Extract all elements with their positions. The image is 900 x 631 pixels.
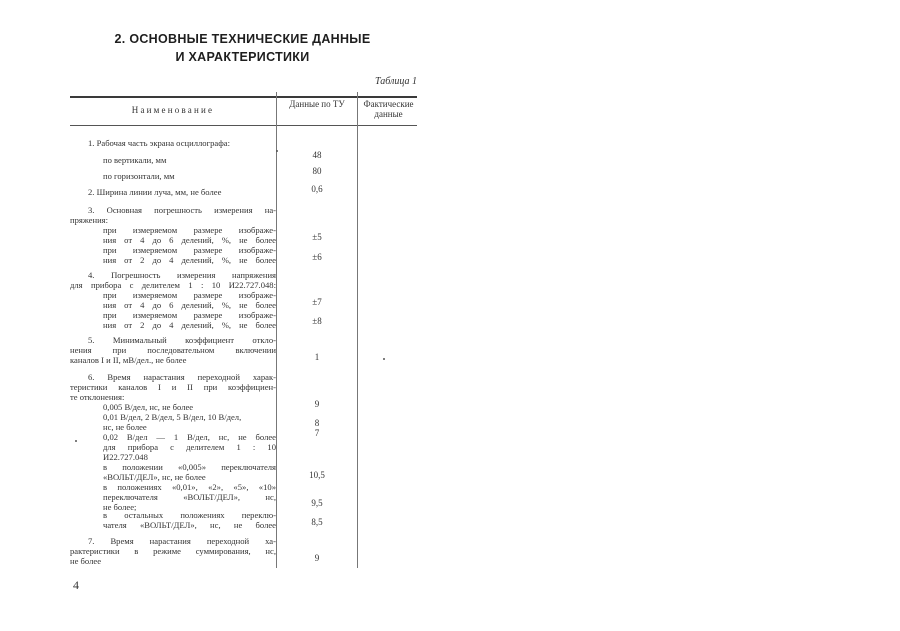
row-4-b-line-1: при измеряемом размере изображе- (103, 310, 276, 320)
column-header-tu: Данные по ТУ (289, 99, 345, 109)
row-1-horizontal-value: 80 (312, 166, 322, 176)
row-7-value: 9 (314, 553, 320, 563)
row-6-s5-line-2: «ВОЛЬТ/ДЕЛ», нс, не более (103, 472, 206, 482)
row-6-s1-value: 9 (314, 399, 320, 409)
print-speck (276, 150, 278, 152)
row-6-s7-line-2: чателя «ВОЛЬТ/ДЕЛ», нс, не более (103, 520, 276, 530)
row-7-line-2: рактеристики в режиме суммирования, нс, (70, 546, 276, 556)
row-1-horizontal: по горизонтали, мм (103, 171, 175, 181)
row-2-text: 2. Ширина линии луча, мм, не более (88, 187, 222, 197)
row-6-s6-line-1: в положениях «0,01», «2», «5», «10» (103, 482, 276, 492)
row-6-s3-value: 7 (314, 428, 320, 438)
row-3-a-line-2: ния от 4 до 6 делений, %, не более (103, 235, 276, 245)
row-6-s2-line-1: 0,01 В/дел, 2 В/дел, 5 В/дел, 10 В/дел, (103, 412, 242, 422)
row-6-s7-value: 8,5 (311, 517, 323, 527)
row-1-vertical: по вертикали, мм (103, 155, 167, 165)
table-top-rule (70, 96, 417, 98)
row-6-s2-value: 8 (314, 418, 320, 428)
row-5-line-2: нения при последовательном включении (70, 345, 276, 355)
row-6-line-1: 6. Время нарастания переходной харак- (88, 372, 276, 382)
row-4-b-value: ±8 (312, 316, 322, 326)
row-4-b-line-2: ния от 2 до 4 делений, %, не более (103, 320, 276, 330)
column-header-name: Наименование (131, 105, 215, 115)
row-3-a-value: ±5 (312, 232, 322, 242)
table-header-rule (70, 125, 417, 126)
row-6-s4-line-2: И22.727.048 (103, 452, 148, 462)
row-4-title-cont: для прибора с делителем 1 : 10 И22.727.048: (70, 280, 276, 290)
row-6-s5-value: 10,5 (309, 470, 325, 480)
column-divider (276, 92, 277, 568)
section-title-line-1: 2. ОСНОВНЫЕ ТЕХНИЧЕСКИЕ ДАННЫЕ (114, 32, 371, 46)
row-3-a-line-1: при измеряемом размере изображе- (103, 225, 276, 235)
row-6-line-2: теристики каналов I и II при коэффициен- (70, 382, 276, 392)
row-5-line-1: 5. Минимальный коэффициент откло- (88, 335, 276, 345)
row-6-line-3: те отклонения: (70, 392, 125, 402)
row-7-line-1: 7. Время нарастания переходной ха- (88, 536, 276, 546)
row-5-value: 1 (314, 352, 320, 362)
row-2-value: 0,6 (311, 184, 323, 194)
row-6-s6-line-3: не более; (103, 502, 137, 512)
row-3-title: 3. Основная погрешность измерения на- (88, 205, 276, 215)
row-4-a-line-1: при измеряемом размере изображе- (103, 290, 276, 300)
column-divider (357, 92, 358, 568)
row-6-s2-line-2: нс, не более (103, 422, 147, 432)
row-4-a-value: ±7 (312, 297, 322, 307)
row-6-s6-line-2: переключателя «ВОЛЬТ/ДЕЛ», нс, (103, 492, 276, 502)
row-6-s4-line-1: для прибора с делителем 1 : 10 (103, 442, 276, 452)
row-6-s7-line-1: в остальных положениях переклю- (103, 510, 276, 520)
table-label: Таблица 1 (375, 76, 417, 87)
row-3-b-line-1: при измеряемом размере изображе- (103, 245, 276, 255)
row-5-line-3: каналов I и II, мВ/дел., не более (70, 355, 187, 365)
section-title-line-2: И ХАРАКТЕРИСТИКИ (175, 50, 310, 64)
row-6-s5-line-1: в положении «0,005» переключателя (103, 462, 276, 472)
row-7-line-3: не более (70, 556, 102, 566)
row-3-b-line-2: ния от 2 до 4 делений, %, не более (103, 255, 276, 265)
row-1-title: 1. Рабочая часть экрана осциллографа: (88, 138, 230, 148)
print-speck (383, 358, 385, 360)
row-4-a-line-2: ния от 4 до 6 делений, %, не более (103, 300, 276, 310)
row-6-s1: 0,005 В/дел, нс, не более (103, 402, 194, 412)
print-speck (75, 440, 77, 442)
row-3-b-value: ±6 (312, 252, 322, 262)
page-number: 4 (73, 578, 79, 592)
column-header-fact: Фактические данные (363, 99, 414, 119)
row-6-s6-value: 9,5 (311, 498, 323, 508)
row-3-title-cont: пряжения: (70, 215, 109, 225)
row-6-s3: 0,02 В/дел — 1 В/дел, нс, не более (103, 432, 276, 442)
row-1-vertical-value: 48 (312, 150, 322, 160)
row-4-title: 4. Погрешность измерения напряжения (88, 270, 276, 280)
